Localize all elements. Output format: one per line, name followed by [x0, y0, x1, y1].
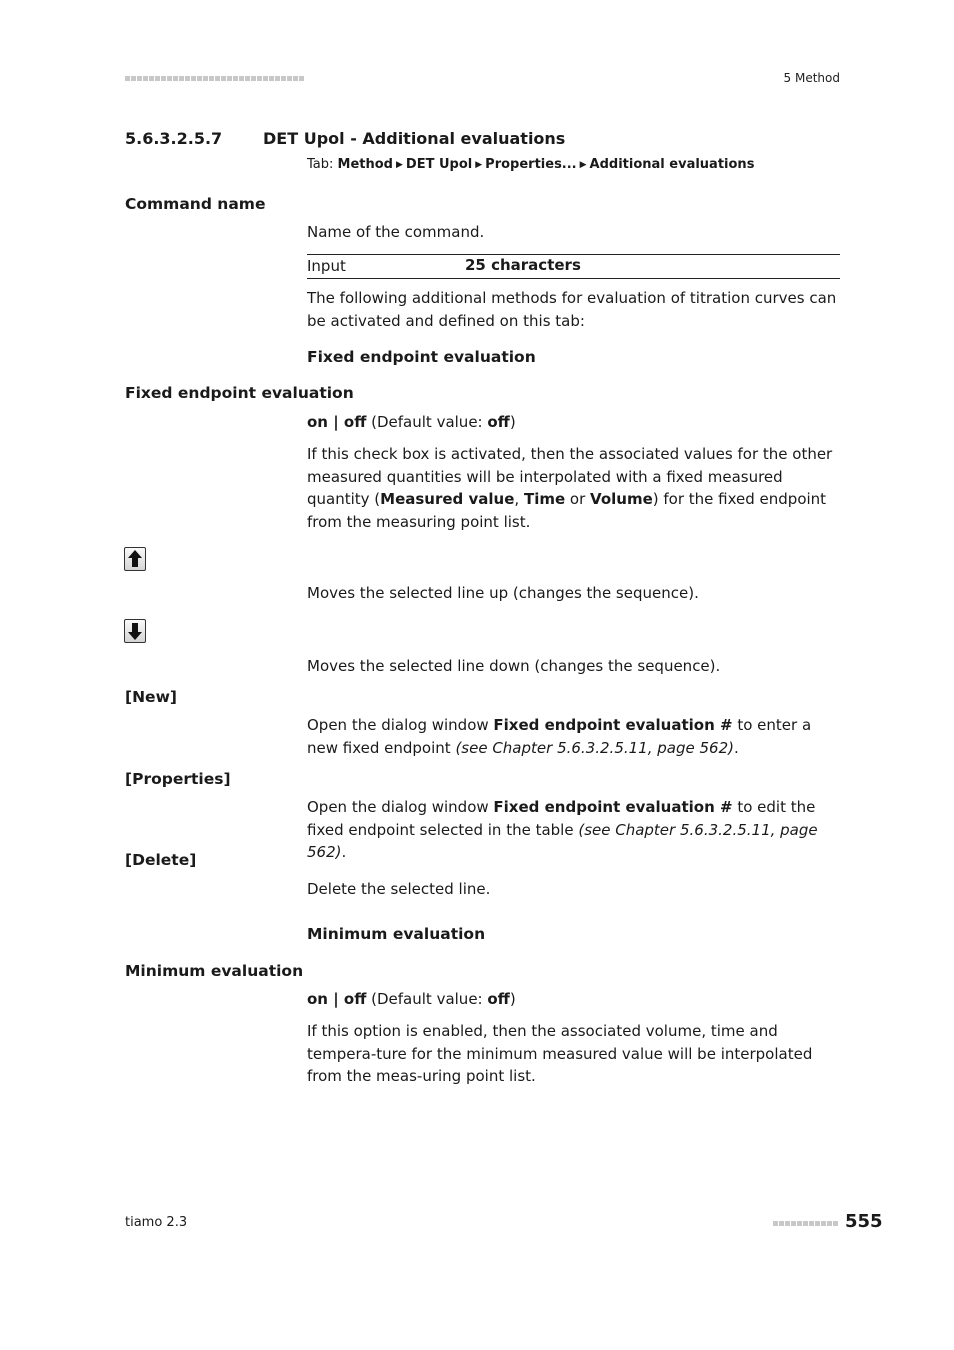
- fixed-endpoint-values: [307, 411, 842, 434]
- desc-text: Open the dialog window: [307, 798, 494, 816]
- breadcrumb-item: Additional evaluations: [589, 157, 755, 172]
- input-table-key: Input: [307, 257, 346, 275]
- page-number: 555: [845, 1211, 883, 1232]
- footer-decoration: [773, 1219, 839, 1238]
- subheading-fixed-endpoint: Fixed endpoint evaluation: [307, 348, 536, 366]
- desc-bold: Fixed endpoint evaluation #: [493, 716, 733, 734]
- desc-bold: Time: [523, 490, 566, 508]
- breadcrumb-item: DET Upol: [405, 157, 473, 172]
- input-table-value: 25 characters: [465, 256, 581, 274]
- minimum-desc: If this option is enabled, then the associated volume, time and tempera-ture for the minimum measured value will be interpolated from the meas-uring point list.: [307, 1022, 813, 1085]
- header-decoration: [125, 74, 308, 83]
- section-number: 5.6.3.2.5.7: [125, 129, 223, 148]
- desc-bold: Fixed endpoint evaluation #: [493, 798, 733, 816]
- input-table: [307, 254, 840, 279]
- footer-product: tiamo 2.3: [125, 1215, 188, 1230]
- section-title: DET Upol - Additional evaluations: [263, 129, 566, 148]
- desc-text: Open the dialog window: [307, 716, 494, 734]
- triangle-right-icon: ▶: [475, 160, 483, 170]
- desc-text: to edit the fixed endpoint selected in the table: [307, 798, 816, 839]
- desc-text: .: [733, 738, 739, 757]
- param-delete: [Delete]: [125, 851, 197, 869]
- move-down-desc: Moves the selected line down (changes the sequence).: [307, 657, 721, 675]
- minimum-values: [307, 988, 842, 1011]
- desc-text: If this check box is activated, then the associated values for the other measured quantities will be interpolated with a fixed measured quantity (: [307, 445, 833, 508]
- move-up-desc: Moves the selected line up (changes the sequence).: [307, 584, 699, 602]
- new-desc: [307, 714, 842, 759]
- desc-text: ) for the fixed endpoint from the measuring point list.: [307, 490, 827, 531]
- command-name-desc: Name of the command.: [307, 223, 485, 241]
- breadcrumb: [307, 157, 754, 172]
- param-properties: [Properties]: [125, 770, 231, 788]
- default-value: off: [487, 990, 510, 1008]
- delete-desc: Delete the selected line.: [307, 880, 491, 898]
- onoff-values: on | off: [307, 413, 367, 431]
- breadcrumb-item: Method: [337, 157, 393, 172]
- tab-intro: The following additional methods for evaluation of titration curves can be activated and defined on this tab:: [307, 289, 837, 330]
- default-suffix: ): [509, 990, 516, 1008]
- triangle-right-icon: ▶: [396, 160, 403, 170]
- param-fixed-endpoint: Fixed endpoint evaluation: [125, 384, 354, 402]
- desc-text: ,: [514, 490, 524, 508]
- subheading-minimum: Minimum evaluation: [307, 925, 486, 943]
- breadcrumb-prefix: Tab:: [307, 157, 338, 172]
- desc-text: to enter a new fixed endpoint: [307, 716, 812, 757]
- desc-text: or: [565, 490, 591, 508]
- triangle-right-icon: ▶: [579, 160, 587, 170]
- desc-bold: Volume: [590, 490, 653, 508]
- arrow-up-icon[interactable]: [124, 547, 146, 571]
- param-command-name: Command name: [125, 195, 266, 213]
- default-value: off: [487, 413, 510, 431]
- header-chapter: 5 Method: [783, 71, 840, 85]
- chapter-reference[interactable]: (see Chapter 5.6.3.2.5.11, page 562): [307, 820, 818, 861]
- default-suffix: ): [509, 413, 516, 431]
- default-prefix: (Default value:: [366, 990, 488, 1008]
- fixed-endpoint-desc: [307, 443, 842, 533]
- desc-text: .: [341, 843, 347, 861]
- onoff-values: on | off: [307, 990, 367, 1008]
- param-new: [New]: [125, 688, 177, 706]
- desc-bold: Measured value: [380, 490, 515, 508]
- properties-desc: [307, 796, 842, 864]
- breadcrumb-item: Properties...: [485, 157, 577, 172]
- param-minimum: Minimum evaluation: [125, 962, 304, 980]
- arrow-down-icon[interactable]: [124, 619, 146, 643]
- chapter-reference[interactable]: (see Chapter 5.6.3.2.5.11, page 562): [455, 738, 734, 757]
- default-prefix: (Default value:: [366, 413, 488, 431]
